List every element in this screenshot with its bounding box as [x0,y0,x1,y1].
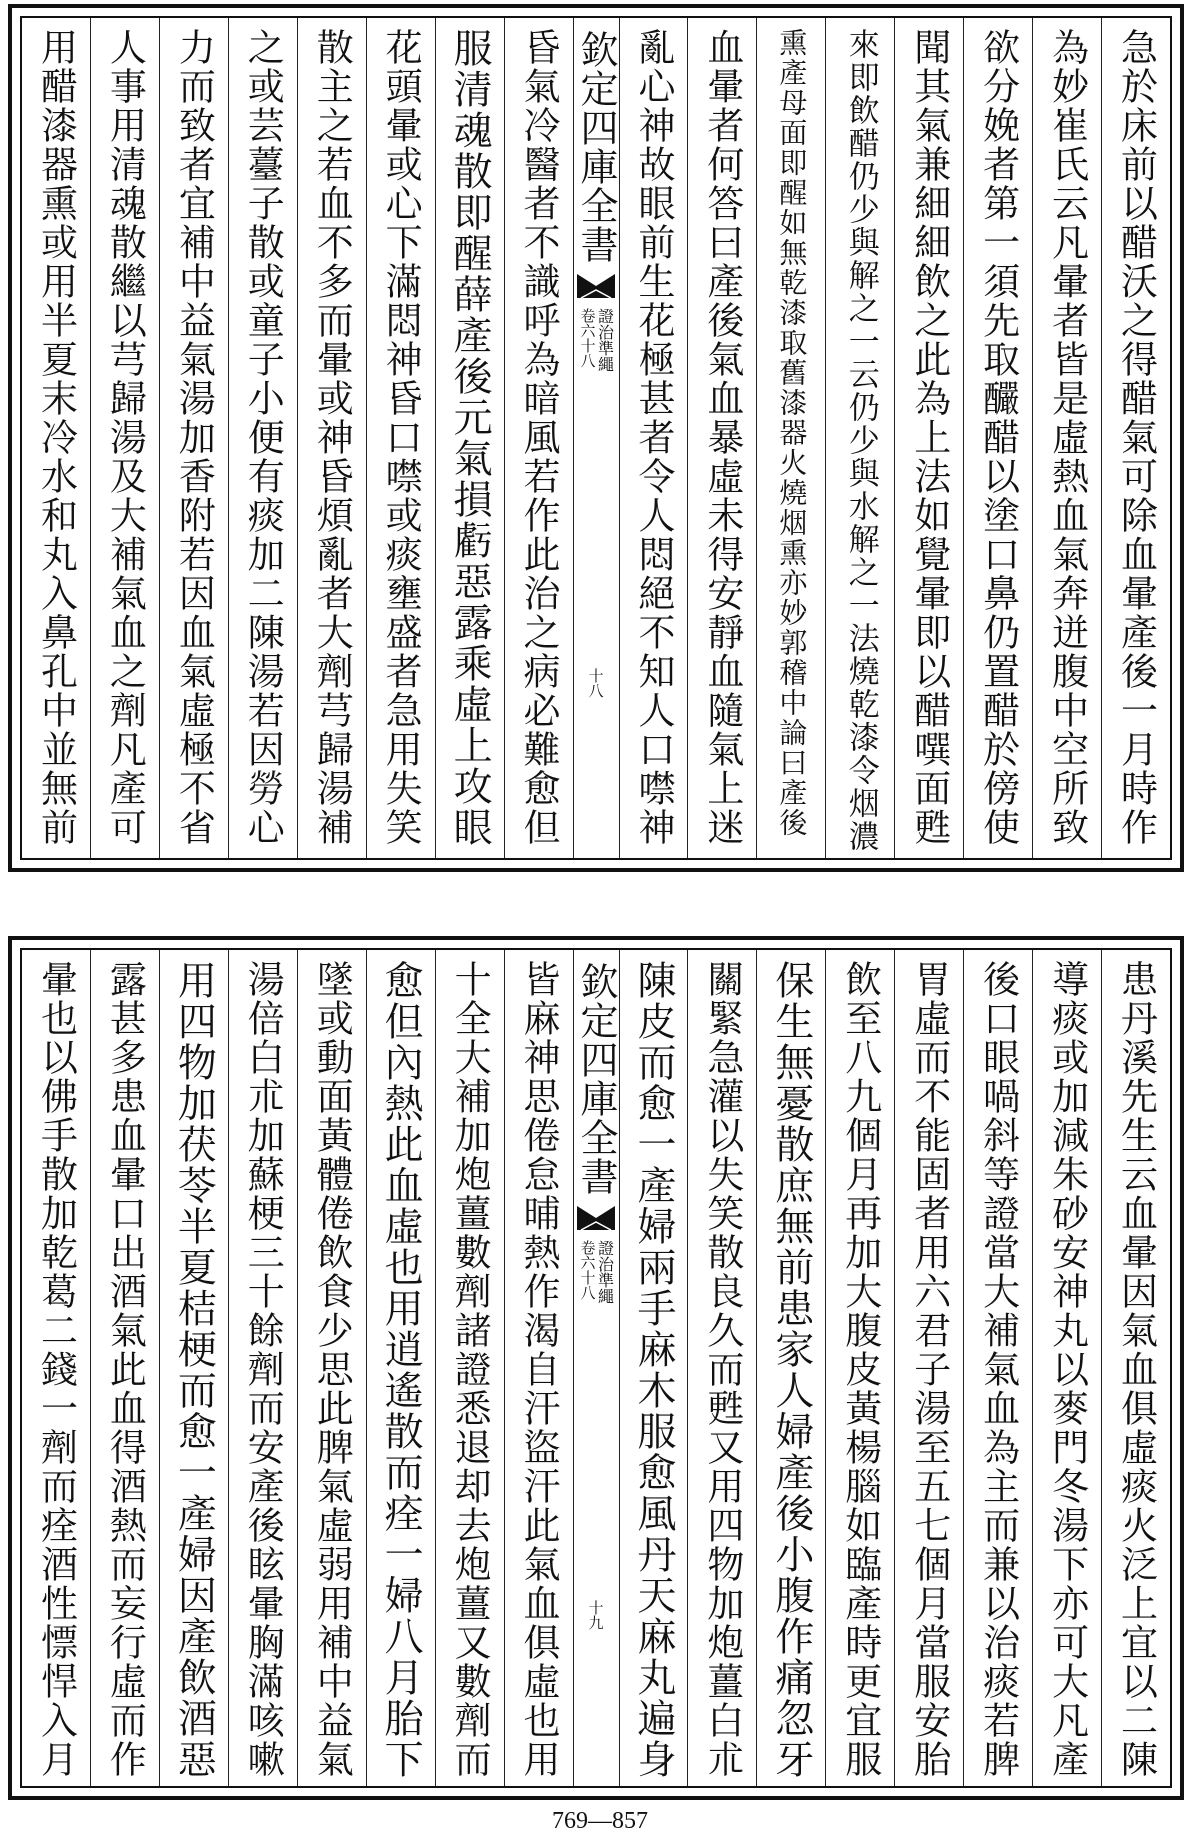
text-column: 欲分娩者第一須先取釅醋以塗口鼻仍置醋於傍使 [963,18,1032,858]
text-column: 導痰或加減朱砂安神丸以麥門冬湯下亦可大凡產 [1032,950,1101,1786]
text-column: 人事用清魂散繼以芎歸湯及大補氣血之劑凡產可 [90,18,159,858]
text-column: 用醋漆器熏或用半夏末冷水和丸入鼻孔中並無前 [34,28,78,847]
text-column: 血暈者何答曰產後氣血暴虛未得安靜血隨氣上迷 [687,18,756,858]
text-column: 陳皮而愈一產婦兩手麻木服愈風丹天麻丸遍身 [619,950,688,1786]
text-column: 來即飲醋仍少與解之一云仍少與水解之一法燒乾漆令烟濃 [825,18,894,858]
text-column: 露甚多患血暈口出酒氣此血得酒熱而妄行虛而作 [90,950,159,1786]
folio-volume: 卷六十八 [578,308,597,368]
text-column: 愈但內熱此血虛也用逍遙散而痊一婦八月胎下 [366,950,435,1786]
folio-volume: 卷六十八 [578,1240,597,1300]
text-column: 胃虛而不能固者用六君子湯至五七個月當服安胎 [894,950,963,1786]
folio-title: 欽定四庫全書 [574,962,618,1196]
text-column: 保生無憂散庶無前患家人婦產後小腹作痛忽牙 [756,950,825,1786]
text-column: 關緊急灌以失笑散良久而甦又用四物加炮薑白朮 [687,950,756,1786]
text-column: 湯倍白朮加蘇梗三十餘劑而安產後眩暈胸滿咳嗽 [228,950,297,1786]
text-frame [20,948,1172,1788]
text-column: 用四物加茯苓半夏桔梗而愈一產婦因產飲酒惡 [159,950,228,1786]
text-column: 皆麻神思倦怠晡熱作渴自汗盜汗此氣血俱虛也用 [504,950,573,1786]
text-column: 花頭暈或心下滿悶神昏口噤或痰壅盛者急用失笑 [366,18,435,858]
text-column: 患丹溪先生云血暈因氣血俱虛痰火泛上宜以二陳 [1101,950,1170,1786]
folio-book: 證治準繩 [595,1240,615,1304]
folio-page-number: 十八 [586,668,605,698]
fold-center-column [573,950,619,1786]
fishtail-ornament-icon [577,272,615,298]
text-column: 昏氣冷醫者不識呼為暗風若作此治之病必難愈但 [504,18,573,858]
folio-page-number: 十九 [586,1600,605,1630]
text-column: 飲至八九個月再加大腹皮黃楊腦如臨產時更宜服 [825,950,894,1786]
fold-center-column [573,18,619,858]
fishtail-ornament-icon [577,1204,615,1230]
page-folio-19 [8,936,1184,1800]
folio-book: 證治準繩 [595,308,615,372]
text-column: 聞其氣兼細細飲之此為上法如覺暈即以醋噀面甦 [894,18,963,858]
text-column: 急於床前以醋沃之得醋氣可除血暈產後一月時作 [1101,18,1170,858]
text-column: 熏產母面即醒如無乾漆取舊漆器火燒烟熏亦妙郭稽中論曰產後 [756,18,825,858]
text-column: 力而致者宜補中益氣湯加香附若因血氣虛極不省 [159,18,228,858]
text-column: 暈也以佛手散加乾葛二錢一劑而痊酒性慓悍入月 [34,960,78,1779]
folio-subtitle [580,1240,613,1304]
folio-title: 欽定四庫全書 [574,30,618,264]
text-column: 墜或動面黃體倦飲食少思此脾氣虛弱用補中益氣 [297,950,366,1786]
page-folio-18 [8,4,1184,872]
text-column: 後口眼喎斜等證當大補氣血為主而兼以治痰若脾 [963,950,1032,1786]
text-column: 之或芸薹子散或童子小便有痰加二陳湯若因勞心 [228,18,297,858]
text-column: 為妙崔氏云凡暈者皆是虛熱血氣奔迸腹中空所致 [1032,18,1101,858]
text-column: 亂心神故眼前生花極甚者令人悶絕不知人口噤神 [619,18,688,858]
library-page-number: 769—857 [552,1808,648,1834]
text-column: 服清魂散即醒薛產後元氣損虧惡露乘虛上攻眼 [435,18,504,858]
text-column: 十全大補加炮薑數劑諸證悉退却去炮薑又數劑而 [435,950,504,1786]
folio-subtitle [580,308,613,372]
text-column: 散主之若血不多而暈或神昏煩亂者大劑芎歸湯補 [297,18,366,858]
text-frame [20,16,1172,860]
